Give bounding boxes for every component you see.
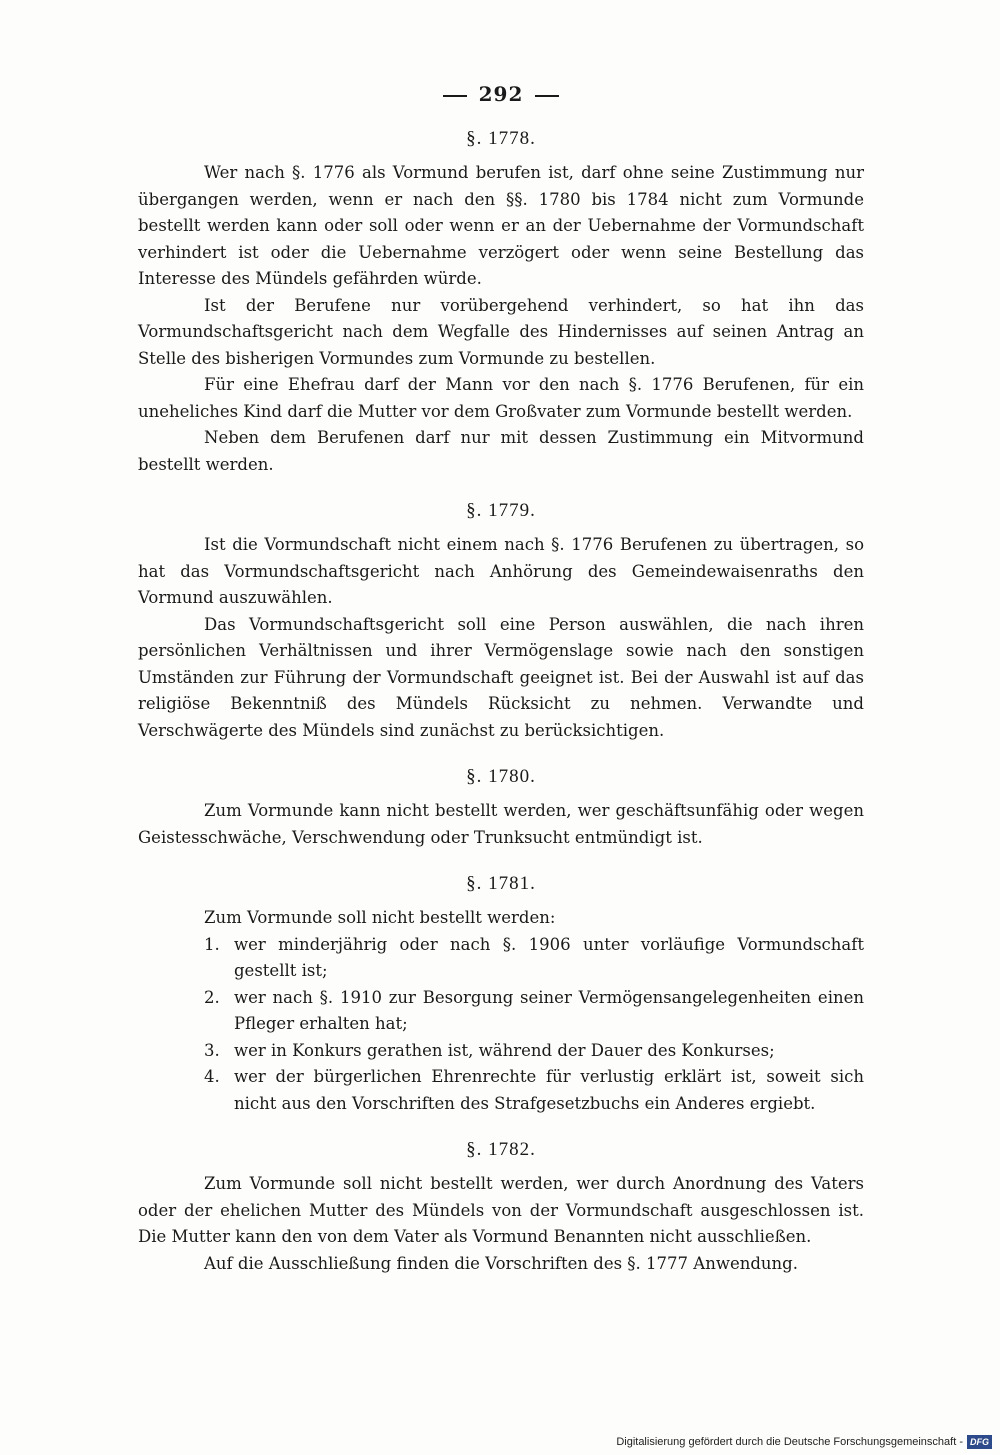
section-1778 — [138, 128, 864, 478]
section-title: §. 1778. — [466, 128, 536, 149]
paragraph: Zum Vormunde kann nicht bestellt werden, wer geschäftsunfähig oder wegen Geistesschwäche, Verschwendung oder Trunksucht entmündigt ist. — [138, 801, 864, 847]
list-item — [204, 932, 864, 985]
list-item — [204, 1038, 864, 1065]
section-1779 — [138, 500, 864, 744]
section-1781 — [138, 873, 864, 1117]
dash-right — [535, 95, 559, 97]
item-text: wer in Konkurs gerathen ist, während der Dauer des Konkurses; — [234, 1040, 775, 1060]
paragraph: Ist der Berufene nur vorübergehend verhindert, so hat ihn das Vormundschaftsgericht nach dem Wegfalle des Hindernisses auf seinen Antrag an Stelle des bisherigen Vormundes zum Vormunde zu bestellen. — [138, 295, 864, 368]
item-number: 2. — [204, 987, 220, 1007]
section-title: §. 1779. — [466, 500, 536, 521]
section-1782 — [138, 1139, 864, 1277]
item-text: wer minderjährig oder nach §. 1906 unter vorläufige Vormundschaft gestellt ist; — [234, 934, 864, 980]
list-item — [204, 985, 864, 1038]
paragraph: Auf die Ausschließung finden die Vorschriften des §. 1777 Anwendung. — [204, 1253, 798, 1273]
paragraph: Zum Vormunde soll nicht bestellt werden, wer durch Anordnung des Vaters oder der ehelichen Mutter des Mündels von der Vormundschaft ausgeschlossen ist. Die Mutter kann den von dem Vater als Vormund Benannten nicht ausschließen. — [138, 1174, 864, 1246]
digitization-footer — [616, 1435, 992, 1449]
list-item — [204, 1064, 864, 1117]
section-title: §. 1780. — [466, 766, 536, 787]
paragraph: Für eine Ehefrau darf der Mann vor den nach §. 1776 Berufenen, für ein uneheliches Kind darf die Mutter vor dem Großvater zum Vormunde bestellt werden. — [138, 375, 864, 421]
paragraph: Neben dem Berufenen darf nur mit dessen Zustimmung ein Mitvormund bestellt werden. — [138, 428, 864, 474]
paragraph: Das Vormundschaftsgericht soll eine Person auswählen, die nach ihren persönlichen Verhältnissen und ihrer Vermögenslage sowie nach den sonstigen Umständen zur Führung der Vormundschaft geeignet ist. Bei der Auswahl ist auf das religiöse Bekenntniß des Mündels Rücksicht zu nehmen. Verwandte und Verschwägerte des Mündels sind zunächst zu berücksichtigen. — [138, 614, 864, 740]
paragraph: Ist die Vormundschaft nicht einem nach §. 1776 Berufenen zu übertragen, so hat das Vormundschaftsgericht nach Anhörung des Gemeindewaisenraths den Vormund auszuwählen. — [138, 535, 864, 607]
section-title: §. 1781. — [466, 873, 536, 894]
section-1780 — [138, 766, 864, 851]
item-text: wer der bürgerlichen Ehrenrechte für verlustig erklärt ist, soweit sich nicht aus den Vorschriften des Strafgesetzbuchs ein Anderes ergiebt. — [234, 1067, 864, 1113]
footer-text: Digitalisierung gefördert durch die Deutsche Forschungsgemeinschaft - — [616, 1436, 963, 1448]
numbered-list — [138, 932, 864, 1118]
item-number: 1. — [204, 934, 220, 954]
section-title: §. 1782. — [466, 1139, 536, 1160]
item-number: 4. — [204, 1067, 220, 1086]
document-page — [138, 82, 864, 1299]
dash-left — [443, 95, 467, 97]
section-lead: Zum Vormunde soll nicht bestellt werden: — [204, 908, 556, 927]
paragraph: Wer nach §. 1776 als Vormund berufen ist, darf ohne seine Zustimmung nur übergangen werden, wenn er nach den §§. 1780 bis 1784 nicht zum Vormunde bestellt werden kann oder soll oder wenn er an der Uebernahme der Vormundschaft verhindert ist oder die Uebernahme verzögert oder wenn seine Bestellung das Interesse des Mündels gefährden würde. — [138, 163, 864, 288]
page-number — [138, 82, 864, 106]
item-text: wer nach §. 1910 zur Besorgung seiner Vermögensangelegenheiten einen Pfleger erhalten hat; — [234, 987, 864, 1033]
dfg-logo-icon: DFG — [967, 1435, 992, 1449]
item-number: 3. — [204, 1040, 220, 1060]
page-number-text: 292 — [478, 82, 524, 106]
